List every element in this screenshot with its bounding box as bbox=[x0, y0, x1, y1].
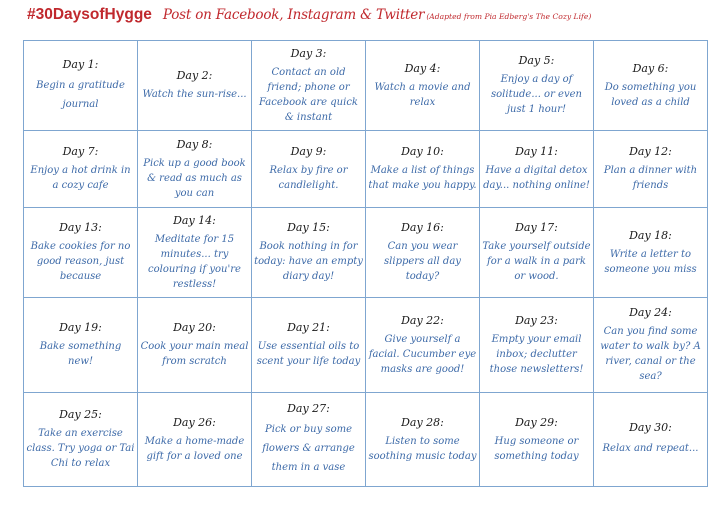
day-label: Day 7: bbox=[62, 145, 99, 158]
day-cell bbox=[138, 298, 252, 393]
day-cell bbox=[138, 393, 252, 487]
day-activity: Can you find some water to walk by? A river, canal or the sea? bbox=[600, 326, 701, 382]
calendar-row bbox=[24, 131, 708, 208]
day-cell bbox=[252, 208, 366, 298]
day-label: Day 16: bbox=[401, 221, 444, 234]
day-activity: Make a list of things that make you happy. bbox=[368, 165, 477, 191]
calendar-row bbox=[24, 298, 708, 393]
day-cell bbox=[366, 298, 480, 393]
day-activity: Give yourself a facial. Cucumber eye masks are good! bbox=[368, 333, 477, 375]
day-label: Day 8: bbox=[176, 137, 213, 151]
day-label: Day 14: bbox=[173, 213, 216, 227]
day-activity: Make a home-made gift for a loved one bbox=[144, 435, 245, 462]
day-activity: Book nothing in for today: have an empty diary day! bbox=[254, 241, 363, 282]
day-label: Day 27: bbox=[287, 402, 330, 415]
day-label: Day 26: bbox=[173, 415, 216, 429]
day-label: Day 22: bbox=[401, 313, 444, 327]
day-cell bbox=[480, 393, 594, 487]
day-cell bbox=[252, 298, 366, 393]
day-label: Day 20: bbox=[173, 321, 216, 334]
day-cell bbox=[594, 298, 708, 393]
day-activity: Relax by fire or candlelight. bbox=[269, 165, 348, 191]
day-activity: Enjoy a hot drink in a cozy cafe bbox=[30, 165, 131, 191]
day-cell bbox=[252, 131, 366, 208]
day-cell bbox=[24, 298, 138, 393]
day-cell bbox=[366, 41, 480, 131]
day-cell bbox=[252, 393, 366, 487]
day-activity: Do something you loved as a child bbox=[604, 81, 697, 108]
post-instruction: Post on Facebook, Instagram & Twitter bbox=[162, 7, 425, 23]
day-activity: Write a letter to someone you miss bbox=[604, 248, 697, 275]
day-activity: Bake cookies for no good reason, just because bbox=[30, 241, 131, 282]
day-cell bbox=[252, 41, 366, 131]
calendar-row bbox=[24, 208, 708, 298]
day-activity: Pick or buy some flowers & arrange them in a vase bbox=[262, 424, 355, 473]
day-label: Day 5: bbox=[518, 54, 555, 67]
day-label: Day 19: bbox=[59, 321, 102, 334]
day-cell bbox=[24, 393, 138, 487]
day-cell bbox=[24, 131, 138, 208]
day-cell bbox=[480, 208, 594, 298]
day-cell bbox=[594, 131, 708, 208]
day-label: Day 9: bbox=[290, 145, 327, 158]
day-activity: Cook your main meal from scratch bbox=[140, 341, 249, 367]
day-label: Day 6: bbox=[632, 61, 669, 75]
day-cell bbox=[138, 131, 252, 208]
day-cell bbox=[138, 208, 252, 298]
day-activity: Empty your email inbox; declutter those newsletters! bbox=[489, 333, 584, 375]
day-activity: Meditate for 15 minutes... try colouring if you're restless! bbox=[148, 233, 241, 290]
day-cell bbox=[24, 208, 138, 298]
day-activity: Begin a gratitude journal bbox=[36, 79, 125, 110]
day-label: Day 12: bbox=[629, 145, 672, 158]
day-cell bbox=[366, 393, 480, 487]
day-cell bbox=[594, 393, 708, 487]
day-label: Day 4: bbox=[404, 61, 441, 75]
day-label: Day 21: bbox=[287, 321, 330, 334]
day-cell bbox=[480, 298, 594, 393]
day-activity: Watch a movie and relax bbox=[374, 81, 471, 108]
day-label: Day 25: bbox=[59, 408, 102, 421]
day-activity: Use essential oils to scent your life today bbox=[256, 341, 361, 367]
day-label: Day 3: bbox=[290, 46, 327, 60]
day-activity: Contact an old friend; phone or Facebook are quick & instant bbox=[259, 66, 358, 123]
source-credit: (Adapted from Pia Edberg's The Cozy Life) bbox=[426, 12, 592, 21]
day-activity: Pick up a good book & read as much as you can bbox=[143, 157, 246, 199]
hygge-calendar-grid bbox=[23, 40, 708, 487]
day-label: Day 23: bbox=[515, 313, 558, 327]
day-activity: Plan a dinner with friends bbox=[603, 165, 698, 191]
day-label: Day 18: bbox=[629, 228, 672, 242]
day-cell bbox=[594, 41, 708, 131]
day-cell bbox=[366, 208, 480, 298]
day-activity: Relax and repeat... bbox=[602, 443, 699, 454]
day-activity: Hug someone or something today bbox=[494, 435, 579, 462]
day-label: Day 15: bbox=[287, 221, 330, 234]
day-cell bbox=[480, 131, 594, 208]
day-activity: Listen to some soothing music today bbox=[368, 435, 477, 462]
day-activity: Have a digital detox day... nothing online! bbox=[483, 165, 590, 191]
day-label: Day 17: bbox=[515, 221, 558, 234]
day-label: Day 2: bbox=[176, 69, 213, 82]
day-activity: Bake something new! bbox=[39, 341, 122, 367]
day-activity: Can you wear slippers all day today? bbox=[384, 241, 461, 282]
page-header bbox=[27, 6, 591, 28]
day-cell bbox=[138, 41, 252, 131]
calendar-row bbox=[24, 393, 708, 487]
day-cell bbox=[366, 131, 480, 208]
day-label: Day 1: bbox=[62, 57, 99, 71]
day-label: Day 11: bbox=[515, 145, 558, 158]
day-activity: Enjoy a day of solitude... or even just 1 hour! bbox=[491, 74, 582, 115]
day-label: Day 28: bbox=[401, 415, 444, 429]
day-label: Day 24: bbox=[629, 306, 672, 319]
day-activity: Take an exercise class. Try yoga or Tai Chi to relax bbox=[26, 428, 135, 469]
day-cell bbox=[480, 41, 594, 131]
day-activity: Take yourself outside for a walk in a park or wood. bbox=[482, 241, 591, 282]
day-label: Day 29: bbox=[515, 415, 558, 429]
day-label: Day 13: bbox=[59, 221, 102, 234]
day-label: Day 30: bbox=[629, 421, 672, 434]
day-cell bbox=[594, 208, 708, 298]
day-activity: Watch the sun-rise... bbox=[142, 89, 247, 100]
day-label: Day 10: bbox=[401, 145, 444, 158]
hashtag-title: #30DaysofHygge bbox=[27, 6, 152, 23]
calendar-row bbox=[24, 41, 708, 131]
day-cell bbox=[24, 41, 138, 131]
